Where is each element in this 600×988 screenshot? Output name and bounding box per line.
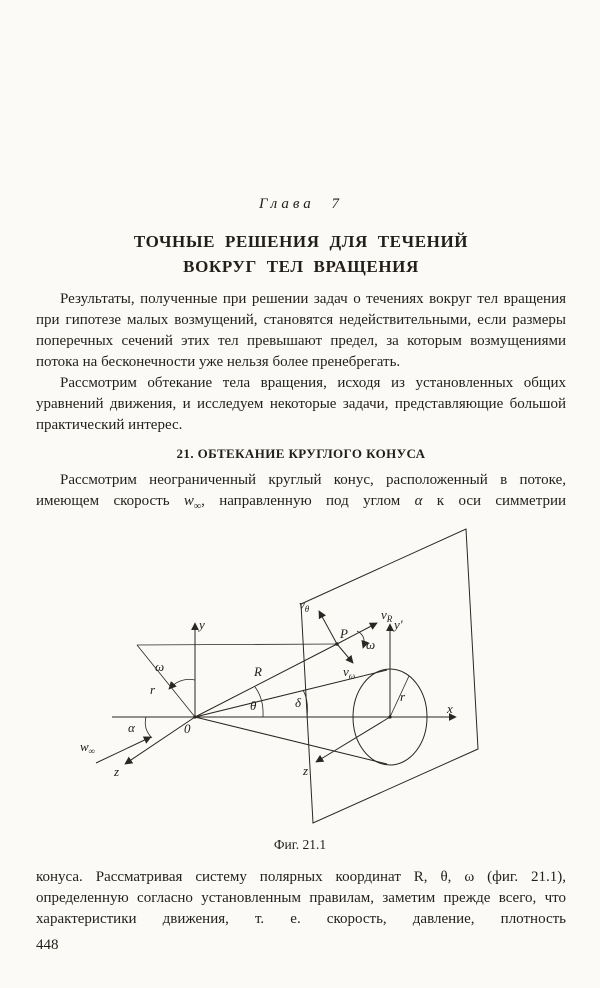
r-left-label: r — [150, 682, 156, 697]
alpha-symbol: α — [414, 493, 423, 509]
omega-right-label: ω — [366, 637, 376, 652]
paragraph-1: Результаты, полученные при решении задач о течениях вокруг тел вращения при гипотезе малых возмущений, становятся недействительными, если размеры поперечных сечений этих тел превышают предел, за которым возмущениями потока на бесконечности уже нельзя более пренебрегать. — [36, 291, 566, 370]
cone-upper-generator — [195, 670, 387, 717]
v-R-label: $v_R$ — [381, 607, 393, 624]
x-axis-label: x — [447, 701, 453, 716]
radius-R-line — [195, 644, 337, 717]
omega-left-arc — [169, 679, 195, 689]
w-infinity-symbol: $w_\infty$ — [183, 493, 202, 512]
paragraph-2: Рассмотрим обтекание тела вращения, исходя из установленных общих уравнений движения, и исследуем некоторые задачи, представляющие большой практический интерес. — [36, 375, 566, 433]
paragraph-3: Рассмотрим неограниченный круглый конус, расположенный в потоке, имеющем скорость $w_\infty$, направленную под углом α к оси симметрии — [36, 472, 566, 512]
paragraph-4: конуса. Рассматривая систему полярных координат R, θ, ω (фиг. 21.1), определенную согласно установленным правилам, заметим прежде всего, что характеристики движения, т. е. скорость, давление, плотность — [36, 869, 566, 927]
v-theta-label: $v_\theta$ — [299, 597, 310, 614]
y-axis-label: y — [199, 617, 205, 632]
upper-text-block — [36, 196, 566, 517]
chapter-title-line-2: ВОКРУГ ТЕЛ ВРАЩЕНИЯ — [183, 257, 419, 276]
chapter-title-line-1: ТОЧНЫЕ РЕШЕНИЯ ДЛЯ ТЕЧЕНИЙ — [133, 232, 469, 251]
w-infinity-label: $w_\infty$ — [80, 739, 96, 756]
chapter-title — [36, 229, 566, 279]
horizontal-construction-line — [137, 644, 337, 645]
z-prime-axis-label: z — [303, 763, 309, 778]
z-axis-label: z — [114, 764, 120, 779]
v-omega-label: $v_\omega$ — [343, 664, 356, 681]
point-P-label: P — [340, 626, 348, 641]
alpha-label: α — [128, 720, 135, 735]
section-heading: 21. ОБТЕКАНИЕ КРУГЛОГО КОНУСА — [176, 446, 426, 461]
figure-caption: Фиг. 21.1 — [273, 837, 327, 852]
w-infinity-vector — [96, 737, 151, 763]
y-prime-axis-label: y' — [394, 617, 403, 632]
page-number: 448 — [36, 937, 59, 953]
omega-left-label: ω — [155, 659, 165, 674]
alpha-angle-arc — [145, 717, 152, 738]
paragraph-3-text: Рассмотрим неограниченный круглый конус, расположенный в потоке, имеющем скорость — [36, 472, 566, 509]
omega-right-arc — [357, 631, 364, 648]
point-P-dot — [335, 642, 339, 646]
origin-point — [193, 715, 196, 718]
origin-label: 0 — [184, 721, 191, 736]
cone-lower-generator — [195, 717, 387, 764]
radius-R-label: R — [254, 664, 262, 679]
delta-label: δ — [295, 695, 302, 710]
lower-text-block — [36, 867, 566, 930]
chapter-heading: Глава 7 — [258, 196, 344, 212]
slant-construction-line — [137, 645, 195, 717]
r-center-label: r — [400, 689, 406, 704]
theta-label: θ — [250, 698, 257, 713]
figure-21-1 — [0, 517, 600, 853]
v-theta-vector — [319, 611, 337, 644]
v-omega-vector — [337, 644, 353, 663]
cone-flow-diagram — [0, 517, 600, 833]
base-circle-center-point — [388, 715, 391, 718]
